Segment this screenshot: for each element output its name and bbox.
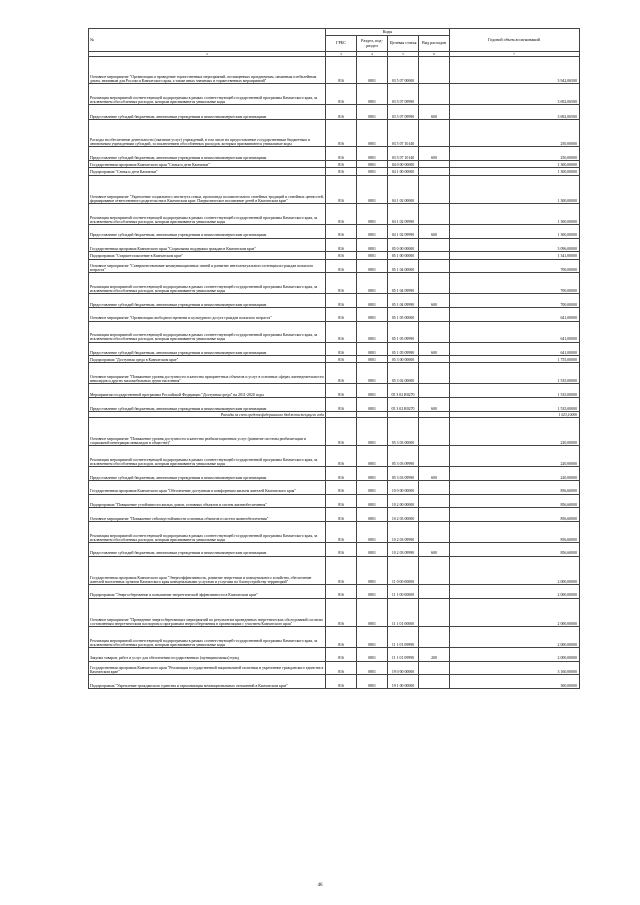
row-razdel: 0801 — [357, 119, 388, 146]
row-grbs: 816 — [326, 556, 357, 584]
row-razdel: 0801 — [357, 252, 388, 259]
row-grbs: 816 — [326, 661, 357, 675]
row-amount: 856,60000 — [450, 542, 580, 556]
table-row — [89, 342, 580, 356]
row-amount: 250,00000 — [450, 119, 580, 146]
row-amount: 641,00000 — [450, 321, 580, 342]
row-expense-type — [419, 84, 450, 105]
table-row — [89, 494, 580, 508]
row-amount: 1 023,10000 — [450, 411, 580, 417]
table-row — [89, 467, 580, 481]
header-razdel: Раздел, под-раздел — [357, 36, 388, 52]
row-name: Реализация мероприятий соответствующей подпрограммы в рамках соответствующей государственной программы Камчатского края, за исключением обособленных расходов, которым присваиваются уникальные коды — [89, 203, 326, 224]
row-name: Основное мероприятие "Повышение уровня доступности и качества приоритетных объектов и услуг в основных сферах жизнедеятельности инвалидов и других маломобильных групп населения" — [89, 363, 326, 384]
row-razdel: 0801 — [357, 508, 388, 522]
row-name: Предоставление субсидий бюджетным, автономным учреждениям и иным некоммерческим организациям — [89, 224, 326, 238]
row-grbs: 816 — [326, 321, 357, 342]
row-grbs: 816 — [326, 626, 357, 647]
row-name: Государственная программа Камчатского края "Реализация государственной национальной политики и укрепление гражданского единства в Камчатском крае" — [89, 661, 326, 675]
row-razdel: 0801 — [357, 398, 388, 412]
column-number: 5 — [388, 52, 419, 57]
row-target-article: 05 3 02 R0270 — [388, 398, 419, 412]
row-amount: 1 755,00000 — [450, 356, 580, 363]
row-name: Основное мероприятие "Повышение сейсмоустойчивости основных объектов и систем жизнеобеспечения" — [89, 508, 326, 522]
row-name: Реализация мероприятий соответствующей подпрограммы в рамках соответствующей государственной программы Камчатского края, за исключением обособленных расходов, которым присваиваются уникальные коды — [89, 273, 326, 294]
row-target-article: 04 0 00 00000 — [388, 160, 419, 167]
row-amount: 220,00000 — [450, 446, 580, 467]
row-grbs: 816 — [326, 446, 357, 467]
table-row — [89, 294, 580, 308]
row-target-article: 03 5 07 10140 — [388, 119, 419, 146]
row-razdel: 0801 — [357, 356, 388, 363]
row-amount: 3 692,06500 — [450, 105, 580, 120]
table-row — [89, 584, 580, 598]
row-expense-type: 600 — [419, 294, 450, 308]
row-razdel: 0801 — [357, 675, 388, 689]
row-target-article: 05 1 05 09990 — [388, 342, 419, 356]
row-amount: 2 000,00000 — [450, 584, 580, 598]
row-razdel: 0801 — [357, 494, 388, 508]
row-grbs: 816 — [326, 398, 357, 412]
row-amount: 220,00000 — [450, 467, 580, 481]
row-expense-type — [419, 273, 450, 294]
row-razdel: 0801 — [357, 647, 388, 661]
row-amount: 1 535,00000 — [450, 363, 580, 384]
row-grbs: 816 — [326, 168, 357, 175]
row-name: Основное мероприятие "Повышение уровня доступности и качества реабилитационных услуг (развитие системы реабилитации и социальной интеграции инвалидов в обществе)" — [89, 418, 326, 446]
row-expense-type — [419, 203, 450, 224]
table-row — [89, 84, 580, 105]
row-name: Предоставление субсидий бюджетным, автономным учреждениям и иным некоммерческим организациям — [89, 542, 326, 556]
row-razdel: 0801 — [357, 661, 388, 675]
table-row — [89, 119, 580, 146]
row-target-article: 03 5 07 00000 — [388, 57, 419, 84]
row-amount: 1 535,00000 — [450, 384, 580, 398]
row-razdel: 0801 — [357, 363, 388, 384]
row-razdel: 0801 — [357, 105, 388, 120]
table-row — [89, 521, 580, 542]
row-razdel: 0801 — [357, 446, 388, 467]
row-amount: 700,00000 — [450, 259, 580, 273]
row-grbs: 816 — [326, 598, 357, 626]
row-grbs: 816 — [326, 418, 357, 446]
row-razdel: 0801 — [357, 521, 388, 542]
budget-table — [88, 28, 580, 689]
table-row — [89, 168, 580, 175]
row-amount: 3 160,00000 — [450, 661, 580, 675]
row-name: Подпрограмма "Укрепление гражданского единства и гармонизация межнациональных отношений в Камчатском крае" — [89, 675, 326, 689]
row-name: Подпрограмма "Семья и дети Камчатки" — [89, 168, 326, 175]
row-razdel: 0801 — [357, 294, 388, 308]
row-name: Реализация мероприятий соответствующей подпрограммы в рамках соответствующей государственной программы Камчатского края, за исключением обособленных расходов, которым присваиваются уникальные коды — [89, 84, 326, 105]
row-expense-type: 600 — [419, 105, 450, 120]
row-razdel: 0801 — [357, 342, 388, 356]
row-target-article: 10 2 03 09990 — [388, 521, 419, 542]
row-expense-type — [419, 175, 450, 203]
row-amount: 300,00000 — [450, 675, 580, 689]
row-name: Основное мероприятие "Организация и проведение торжественных мероприятий, посвященных праздничным, памятным и юбилейным датам, значимым для России и Камчатского края, а также иных значимых и торжественных мероприятий" — [89, 57, 326, 84]
header-target-article: Целевая статья — [388, 36, 419, 52]
row-name: Мероприятия государственной программы Российской Федерации "Доступная среда" на 2011-2020 годы — [89, 384, 326, 398]
column-number: 3 — [326, 52, 357, 57]
row-name: Государственная программа Камчатского края "Семья и дети Камчатки" — [89, 160, 326, 167]
table-row — [89, 273, 580, 294]
row-amount: 641,00000 — [450, 342, 580, 356]
page-number: 46 — [317, 883, 323, 888]
row-target-article: 05 1 00 00000 — [388, 252, 419, 259]
row-name: Подпрограмма "Старшее поколение в Камчатском крае" — [89, 252, 326, 259]
row-grbs: 816 — [326, 147, 357, 161]
row-expense-type — [419, 418, 450, 446]
row-target-article: 05 1 04 09990 — [388, 294, 419, 308]
row-name: Предоставление субсидий бюджетным, автономным учреждениям и иным некоммерческим организациям — [89, 342, 326, 356]
row-expense-type — [419, 494, 450, 508]
table-row — [89, 481, 580, 495]
row-expense-type — [419, 521, 450, 542]
table-row — [89, 238, 580, 252]
row-target-article: 19 0 00 00000 — [388, 661, 419, 675]
table-row — [89, 542, 580, 556]
row-target-article: 05 3 03 00000 — [388, 418, 419, 446]
budget-table-sheet — [88, 28, 580, 689]
row-target-article: 11 1 01 00000 — [388, 598, 419, 626]
table-row — [89, 556, 580, 584]
table-row — [89, 446, 580, 467]
row-razdel: 0801 — [357, 626, 388, 647]
row-target-article: 05 3 02 00000 — [388, 363, 419, 384]
row-target-article: 03 5 07 09990 — [388, 84, 419, 105]
row-name: Основное мероприятие "Совершенствование коммуникационных связей и развитие интеллектуального потенциала граждан пожилого возраста" — [89, 259, 326, 273]
table-row — [89, 224, 580, 238]
row-expense-type: 600 — [419, 398, 450, 412]
row-grbs: 816 — [326, 384, 357, 398]
row-target-article: 11 1 00 00000 — [388, 584, 419, 598]
row-target-article: 05 3 03 09990 — [388, 446, 419, 467]
row-expense-type — [419, 160, 450, 167]
row-expense-type: 600 — [419, 467, 450, 481]
table-row — [89, 259, 580, 273]
row-razdel: 0801 — [357, 224, 388, 238]
row-expense-type — [419, 584, 450, 598]
row-target-article: 11 1 01 09990 — [388, 626, 419, 647]
row-amount: 856,60000 — [450, 494, 580, 508]
row-target-article: 11 0 00 00000 — [388, 556, 419, 584]
row-expense-type: 600 — [419, 224, 450, 238]
row-razdel: 0801 — [357, 556, 388, 584]
row-grbs: 816 — [326, 481, 357, 495]
column-number: 2 — [89, 52, 326, 57]
row-grbs: 816 — [326, 467, 357, 481]
row-amount: 3 096,00000 — [450, 238, 580, 252]
row-expense-type — [419, 363, 450, 384]
row-name: Предоставление субсидий бюджетным, автономным учреждениям и иным некоммерческим организациям — [89, 398, 326, 412]
row-amount: 1 300,00000 — [450, 175, 580, 203]
table-row — [89, 105, 580, 120]
row-grbs: 816 — [326, 259, 357, 273]
row-expense-type — [419, 675, 450, 689]
row-expense-type — [419, 238, 450, 252]
row-razdel: 0801 — [357, 481, 388, 495]
row-name: Реализация мероприятий соответствующей подпрограммы в рамках соответствующей государственной программы Камчатского края, за исключением обособленных расходов, которым присваиваются уникальные коды — [89, 521, 326, 542]
row-razdel: 0801 — [357, 273, 388, 294]
table-row — [89, 626, 580, 647]
row-amount: 3 692,06500 — [450, 84, 580, 105]
row-grbs: 816 — [326, 521, 357, 542]
table-row — [89, 147, 580, 161]
row-expense-type — [419, 307, 450, 321]
header-grbs: ГРБС — [326, 36, 357, 52]
row-target-article: 05 1 05 00000 — [388, 307, 419, 321]
row-target-article: 04 1 02 09990 — [388, 224, 419, 238]
table-row — [89, 384, 580, 398]
row-expense-type — [419, 321, 450, 342]
table-row — [89, 307, 580, 321]
row-expense-type: 200 — [419, 647, 450, 661]
table-row — [89, 175, 580, 203]
row-expense-type — [419, 508, 450, 522]
row-name: Предоставление субсидий бюджетным, автономным учреждениям и иным некоммерческим организациям — [89, 467, 326, 481]
row-grbs: 816 — [326, 105, 357, 120]
row-name: Государственная программа Камчатского края "Обеспечение доступным и комфортным жильем жителей Камчатского края" — [89, 481, 326, 495]
table-row — [89, 321, 580, 342]
header-annual-volume: Годовой объем ассигнований — [450, 29, 580, 52]
table-row — [89, 418, 580, 446]
row-expense-type — [419, 598, 450, 626]
row-grbs: 816 — [326, 175, 357, 203]
row-amount: 2 000,00000 — [450, 647, 580, 661]
row-grbs: 816 — [326, 584, 357, 598]
header-number: № — [89, 29, 326, 52]
row-razdel: 0801 — [357, 598, 388, 626]
row-target-article: 03 5 07 10140 — [388, 147, 419, 161]
row-expense-type — [419, 356, 450, 363]
row-target-article: 05 3 02 R0270 — [388, 384, 419, 398]
row-target-article: 10 2 03 09990 — [388, 542, 419, 556]
column-number: 4 — [357, 52, 388, 57]
row-expense-type — [419, 168, 450, 175]
row-grbs: 816 — [326, 363, 357, 384]
row-razdel: 0801 — [357, 418, 388, 446]
table-row — [89, 598, 580, 626]
row-grbs: 816 — [326, 675, 357, 689]
row-amount: 2 000,00000 — [450, 598, 580, 626]
row-expense-type — [419, 626, 450, 647]
row-name: Закупка товаров, работ и услуг для обеспечения государственных (муниципальных) нужд — [89, 647, 326, 661]
row-target-article: 05 3 00 00000 — [388, 356, 419, 363]
row-grbs: 816 — [326, 119, 357, 146]
row-razdel: 0801 — [357, 175, 388, 203]
row-target-article: 04 1 00 00000 — [388, 168, 419, 175]
row-expense-type: 600 — [419, 542, 450, 556]
row-amount: 1 300,00000 — [450, 224, 580, 238]
row-name: Расходы за счет средств федерального бюджета текущего года — [89, 411, 326, 417]
row-expense-type — [419, 252, 450, 259]
row-name: Подпрограмма "Доступная среда в Камчатском крае" — [89, 356, 326, 363]
row-name: Основное мероприятие "Проведение энергосберегающих мероприятий по результатам проведенных энергетических обследований согласно составленным энергетическим паспортам и программам энергосбережения в организациях с участием Камчатского края" — [89, 598, 326, 626]
row-razdel: 0801 — [357, 238, 388, 252]
row-razdel: 0801 — [357, 168, 388, 175]
row-expense-type: 600 — [419, 342, 450, 356]
row-razdel: 0801 — [357, 542, 388, 556]
table-row — [89, 398, 580, 412]
row-grbs: 816 — [326, 84, 357, 105]
row-amount: 1 341,00000 — [450, 252, 580, 259]
row-name: Государственная программа Камчатского края "Энергоэффективность, развитие энергетики и коммунального хозяйства, обеспечение жителей населенных пунктов Камчатского края коммунальными услугами и услугами по благоустройству территорий" — [89, 556, 326, 584]
budget-rows — [89, 57, 580, 689]
table-row — [89, 508, 580, 522]
row-target-article: 10 2 00 00000 — [388, 494, 419, 508]
row-razdel: 0801 — [357, 467, 388, 481]
row-name: Подпрограмма "Энергосбережение и повышение энергетической эффективности в Камчатском крае" — [89, 584, 326, 598]
row-grbs: 816 — [326, 494, 357, 508]
row-expense-type — [419, 481, 450, 495]
row-razdel: 0801 — [357, 160, 388, 167]
row-grbs: 816 — [326, 252, 357, 259]
row-target-article: 05 0 00 00000 — [388, 238, 419, 252]
row-name: Предоставление субсидий бюджетным, автономным учреждениям и иным некоммерческим организациям — [89, 294, 326, 308]
row-grbs: 816 — [326, 273, 357, 294]
row-name: Подпрограмма "Повышение устойчивости жилых домов, основных объектов и систем жизнеобеспечения" — [89, 494, 326, 508]
row-grbs: 816 — [326, 508, 357, 522]
row-expense-type — [419, 57, 450, 84]
row-amount: 700,00000 — [450, 273, 580, 294]
row-grbs: 816 — [326, 342, 357, 356]
header-expense-type: Вид расходов — [419, 36, 450, 52]
row-razdel: 0801 — [357, 584, 388, 598]
row-target-article: 04 1 02 09990 — [388, 203, 419, 224]
row-target-article: 05 1 04 00000 — [388, 259, 419, 273]
header-codes: Коды — [326, 29, 450, 36]
row-name: Реализация мероприятий соответствующей подпрограммы в рамках соответствующей государственной программы Камчатского края, за исключением обособленных расходов, которым присваиваются уникальные коды — [89, 446, 326, 467]
row-amount: 2 000,00000 — [450, 626, 580, 647]
row-name: Реализация мероприятий соответствующей подпрограммы в рамках соответствующей государственной программы Камчатского края, за исключением обособленных расходов, которым присваиваются уникальные коды — [89, 626, 326, 647]
row-name: Реализация мероприятий соответствующей подпрограммы в рамках соответствующей государственной программы Камчатского края, за исключением обособленных расходов, которым присваиваются уникальные коды — [89, 321, 326, 342]
row-grbs: 816 — [326, 542, 357, 556]
row-razdel: 0801 — [357, 384, 388, 398]
row-target-article: 10 0 00 00000 — [388, 481, 419, 495]
row-amount: 250,00000 — [450, 147, 580, 161]
row-amount: 3 942,06500 — [450, 57, 580, 84]
row-razdel: 0801 — [357, 57, 388, 84]
table-row — [89, 57, 580, 84]
row-expense-type — [419, 259, 450, 273]
row-amount: 856,60000 — [450, 521, 580, 542]
row-grbs: 816 — [326, 294, 357, 308]
row-razdel: 0801 — [357, 321, 388, 342]
row-target-article: 05 1 05 09990 — [388, 321, 419, 342]
row-name: Предоставление субсидий бюджетным, автономным учреждениям и иным некоммерческим организациям — [89, 147, 326, 161]
row-expense-type — [419, 661, 450, 675]
table-row — [89, 363, 580, 384]
column-number: 6 — [419, 52, 450, 57]
row-expense-type — [419, 384, 450, 398]
row-razdel: 0801 — [357, 203, 388, 224]
row-target-article: 19 1 00 00000 — [388, 675, 419, 689]
column-number: 7 — [450, 52, 580, 57]
row-expense-type — [419, 446, 450, 467]
row-grbs: 816 — [326, 57, 357, 84]
table-row — [89, 252, 580, 259]
row-target-article: 05 1 04 09990 — [388, 273, 419, 294]
table-row — [89, 356, 580, 363]
row-amount: 2 000,00000 — [450, 556, 580, 584]
row-grbs: 816 — [326, 307, 357, 321]
row-amount: 641,00000 — [450, 307, 580, 321]
row-grbs: 816 — [326, 647, 357, 661]
row-name: Основное мероприятие "Организация свободного времени и культурного досуга граждан пожилого возраста" — [89, 307, 326, 321]
row-name: Расходы на обеспечение деятельности (оказание услуг) учреждений, в том числе на предоставление государственным бюджетным и автономным учреждениям субсидий, за исключением обособленных расходов, которым присваиваются уникальные коды — [89, 119, 326, 146]
row-amount: 856,60000 — [450, 481, 580, 495]
row-expense-type: 600 — [419, 147, 450, 161]
row-amount: 1 300,00000 — [450, 160, 580, 167]
row-grbs: 816 — [326, 203, 357, 224]
row-expense-type — [419, 556, 450, 584]
row-grbs: 816 — [326, 356, 357, 363]
table-row — [89, 203, 580, 224]
row-target-article: 10 2 03 00000 — [388, 508, 419, 522]
row-amount: 700,00000 — [450, 294, 580, 308]
row-name: Государственная программа Камчатского края "Социальная поддержка граждан в Камчатском крае" — [89, 238, 326, 252]
row-razdel: 0801 — [357, 84, 388, 105]
row-amount: 856,60000 — [450, 508, 580, 522]
row-amount: 220,00000 — [450, 418, 580, 446]
table-row — [89, 647, 580, 661]
row-expense-type — [419, 119, 450, 146]
row-target-article: 04 1 02 00000 — [388, 175, 419, 203]
row-target-article: 11 1 01 09990 — [388, 647, 419, 661]
row-grbs: 816 — [326, 224, 357, 238]
row-name: Основное мероприятие "Укрепление социального института семьи, пропаганда положительного семейных традиций и семейных ценностей, формирование ответственного родительства в Камчатском крае. Патриотическое воспитание детей в Камчатском крае" — [89, 175, 326, 203]
row-razdel: 0801 — [357, 259, 388, 273]
row-razdel: 0801 — [357, 147, 388, 161]
row-amount: 1 535,00000 — [450, 398, 580, 412]
row-target-article: 03 5 07 09990 — [388, 105, 419, 120]
table-row — [89, 675, 580, 689]
table-row — [89, 661, 580, 675]
row-name: Предоставление субсидий бюджетным, автономным учреждениям и иным некоммерческим организациям — [89, 105, 326, 120]
table-row — [89, 160, 580, 167]
row-amount: 1 300,00000 — [450, 203, 580, 224]
row-target-article: 05 3 03 09990 — [388, 467, 419, 481]
row-grbs: 816 — [326, 160, 357, 167]
row-grbs: 816 — [326, 238, 357, 252]
row-razdel: 0801 — [357, 307, 388, 321]
row-amount: 1 300,00000 — [450, 168, 580, 175]
